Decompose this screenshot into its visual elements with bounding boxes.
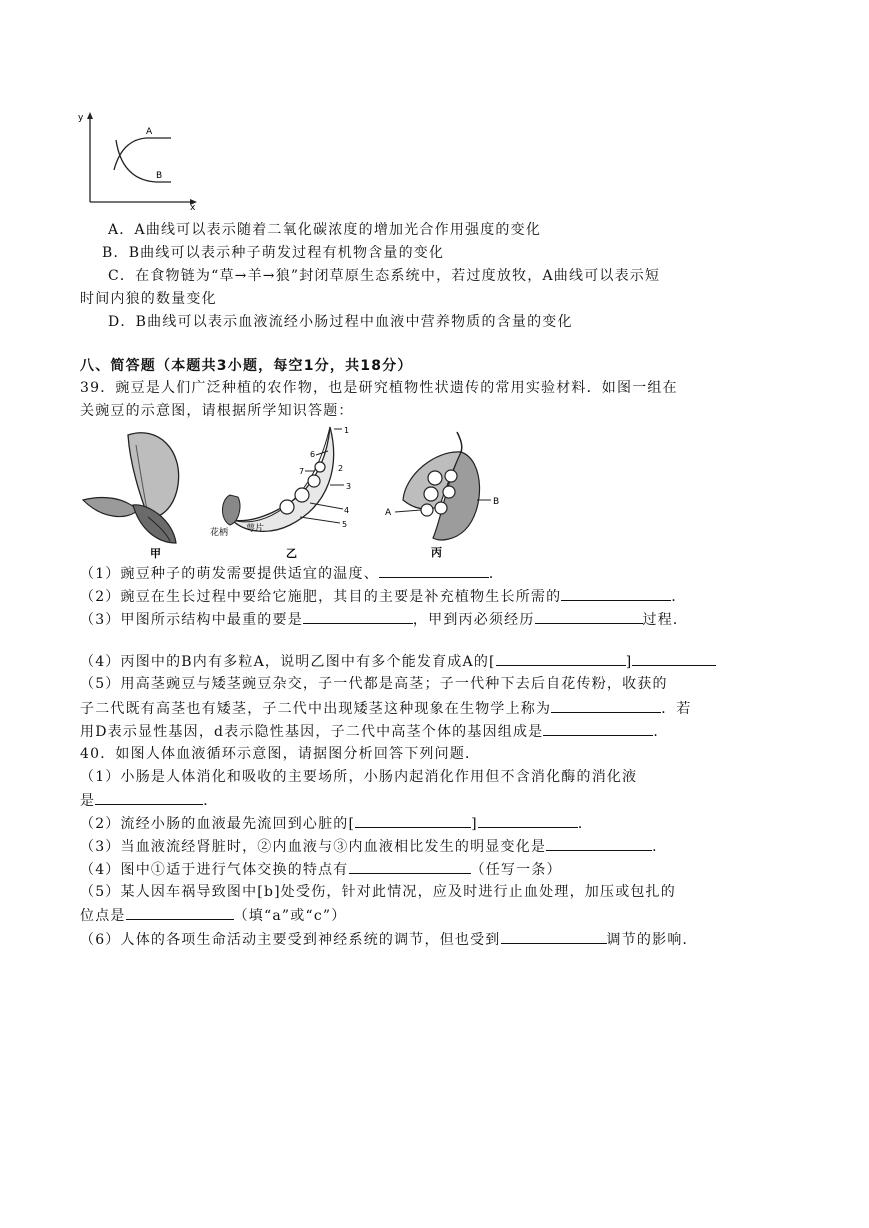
yi-label-6: 6	[310, 450, 316, 459]
q39-p4: （4）丙图中的B内有多粒A，说明乙图中有多个能发育成A的[ ]	[80, 651, 716, 672]
option-c-line1: C．在食物链为“草→羊→狼”封闭草原生态系统中，若过度放牧，A曲线可以表示短	[108, 268, 661, 284]
q39-p5-blank1[interactable]	[551, 698, 661, 713]
q40-p2-blank1[interactable]	[355, 813, 471, 828]
yi-label-1: 1	[344, 426, 350, 435]
curve-graph	[76, 110, 201, 210]
q40-p5-blank[interactable]	[126, 905, 234, 920]
q39-p5-blank2[interactable]	[543, 721, 653, 736]
option-a: A．A曲线可以表示随着二氧化碳浓度的增加光合作用强度的变化	[108, 222, 542, 238]
option-b: B．B曲线可以表示种子萌发过程有机物含量的变化	[102, 245, 445, 261]
curve-b	[116, 140, 171, 182]
q40-p3-blank[interactable]	[546, 836, 652, 851]
option-d: D．B曲线可以表示血液流经小肠过程中血液中营养物质的含量的变化	[108, 314, 573, 330]
option-c-line2: 时间内狼的数量变化	[80, 291, 217, 307]
q40-p2: （2）流经小肠的血液最先流回到心脏的[ ] ．	[80, 813, 593, 834]
q39-p2: （2）豌豆在生长过程中要给它施肥，其目的主要是补充植物生长所需的 ．	[80, 586, 687, 607]
figure-bing-pod	[385, 430, 510, 560]
q39-p4-blank2[interactable]	[632, 651, 716, 666]
q40-p5-line2: 位点是 （填“a”或“c”）	[80, 905, 346, 926]
yi-label-huabing: 花柄	[210, 528, 229, 538]
yi-label-7: 7	[299, 467, 305, 476]
figure-yi-pod	[210, 425, 360, 560]
q40-p6: （6）人体的各项生命活动主要受到神经系统的调节，但也受到 调节的影响．	[80, 929, 698, 950]
yi-label-2: 2	[338, 464, 344, 473]
graph-y-label: y	[78, 113, 84, 123]
q40-p3: （3）当血液流经肾脏时，②内血液与③内血液相比发生的明显变化是 ．	[80, 836, 667, 857]
q40-p5-line1: （5）某人因车祸导致图中[b]处受伤，针对此情况，应及时进行止血处理，加压或包扎的	[80, 884, 676, 900]
curve-a-label: A	[146, 127, 153, 137]
q39-p1: （1）豌豆种子的萌发需要提供适宜的温度、 ．	[80, 563, 504, 584]
q39-p3-blank1[interactable]	[303, 609, 413, 624]
q40-p4-blank[interactable]	[349, 859, 471, 874]
yi-label-eping: 萼片	[246, 524, 265, 534]
bing-label-a: A	[385, 508, 392, 518]
q40-stem: 40．如图人体血液循环示意图，请据图分析回答下列问题．	[80, 746, 481, 762]
figure-jia-flower	[78, 425, 193, 560]
q40-p1-line1: （1）小肠是人体消化和吸收的主要场所，小肠内起消化作用但不含消化酶的消化液	[80, 769, 638, 785]
bing-label-b: B	[493, 497, 500, 507]
q39-p3-blank2[interactable]	[535, 609, 643, 624]
q40-p2-blank2[interactable]	[478, 813, 578, 828]
q39-p1-blank[interactable]	[379, 563, 489, 578]
q39-p2-blank[interactable]	[561, 586, 671, 601]
yi-label-5: 5	[342, 520, 348, 529]
yi-label-3: 3	[346, 482, 352, 491]
figure-bing-label: 丙	[431, 546, 442, 559]
q40-p6-blank[interactable]	[501, 929, 607, 944]
q40-p1-blank[interactable]	[95, 790, 203, 805]
q39-p5-line3: 用D表示显性基因，d表示隐性基因，子二代中高茎个体的基因组成是 ．	[80, 721, 669, 742]
q40-p4: （4）图中①适于进行气体交换的特点有 （任写一条）	[80, 859, 562, 880]
q39-stem-line1: 39．豌豆是人们广泛种植的农作物，也是研究植物性状遗传的常用实验材料．如图一组在	[80, 380, 678, 396]
figure-yi-label: 乙	[286, 547, 297, 560]
curve-a	[114, 138, 171, 170]
curve-b-label: B	[156, 171, 163, 181]
graph-x-label: x	[190, 203, 196, 210]
q39-stem-line2: 关豌豆的示意图，请根据所学知识答题：	[80, 403, 354, 419]
q39-p3: （3）甲图所示结构中最重的要是 ，甲到丙必须经历 过程．	[80, 609, 688, 630]
q39-p5-line1: （5）用高茎豌豆与矮茎豌豆杂交，子一代都是高茎；子一代种下去后自花传粉，收获的	[80, 676, 668, 692]
q39-p5-line2: 子二代既有高茎也有矮茎，子二代中出现矮茎这种现象在生物学上称为 ．若	[80, 698, 692, 719]
q40-p1-line2: 是 ．	[80, 790, 218, 811]
q39-p4-blank1[interactable]	[496, 651, 626, 666]
section-title: 八、简答题（本题共3小题，每空1分，共18分）	[80, 358, 413, 374]
yi-label-4: 4	[344, 506, 350, 515]
figure-jia-label: 甲	[150, 547, 161, 560]
